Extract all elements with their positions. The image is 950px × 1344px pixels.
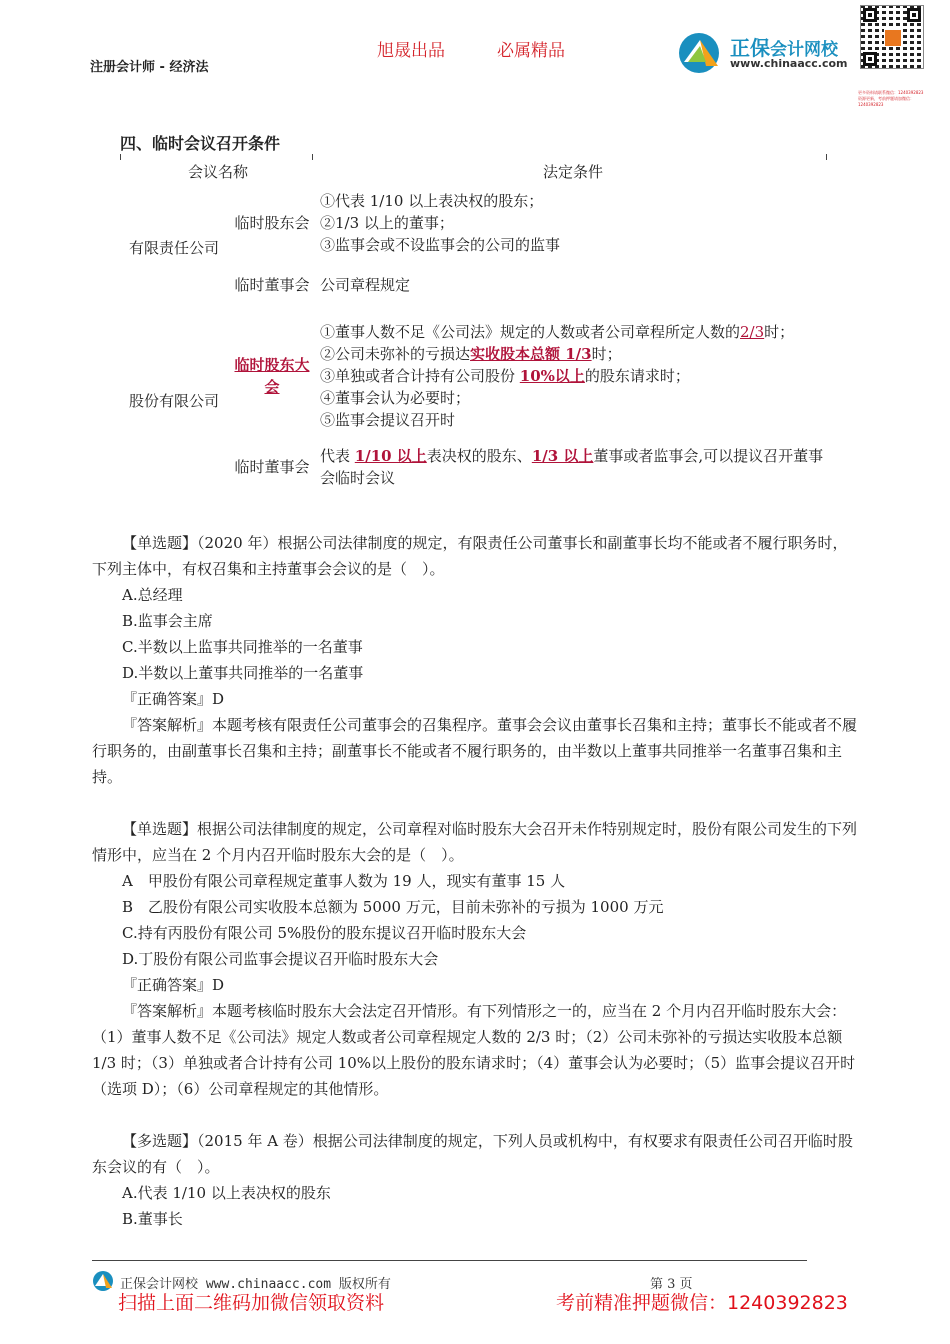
qr-caption-line: 更多资料请联系微信：1240392823 — [858, 90, 924, 95]
question-option: B.董事长 — [122, 1210, 183, 1228]
condition-line: ②1/3 以上的董事； — [320, 214, 454, 232]
promo-scan-qr: 扫描上面二维码加微信领取资料 — [118, 1292, 385, 1314]
question-option: A 甲股份有限公司章程规定董事人数为 19 人，现实有董事 15 人 — [122, 872, 566, 890]
table-row — [120, 186, 830, 260]
answer-analysis: 『答案解析』本题考核有限责任公司董事会的召集程序。董事会会议由董事长召集和主持；董事长不能或者不履行职务的，由副董事长召集和主持；副董事长不能或者不履行职务的，由半数以上董事共同推举一名董事召集和主持。 — [92, 716, 858, 786]
promo-wechat: 考前精准押题微信：1240392823 — [556, 1292, 848, 1314]
question-option: D.半数以上董事共同推举的一名董事 — [122, 664, 364, 682]
question-option: C.持有丙股份有限公司 5%股份的股东提议召开临时股东大会 — [122, 924, 527, 942]
qr-finder — [907, 8, 921, 22]
condition-cell — [316, 310, 830, 442]
slogan-produced: 旭晟出品 — [377, 41, 445, 61]
meeting-type-cell — [228, 310, 316, 442]
question-block — [92, 816, 862, 1102]
condition-highlight: 1/10 以上 — [354, 447, 427, 465]
table-row — [120, 310, 830, 442]
condition-text: 时； — [764, 323, 795, 341]
meeting-type-cell: 临时董事会 — [234, 276, 310, 294]
slogan-quality: 必属精品 — [497, 41, 565, 61]
logo-name-prefix: 正保 — [730, 36, 770, 60]
meeting-type-highlight: 临时股东大会 — [234, 356, 310, 396]
condition-text: ②公司未弥补的亏损达 — [320, 345, 471, 363]
meeting-conditions-table — [120, 157, 830, 492]
condition-text: 时； — [591, 345, 622, 363]
chinaacc-logo — [678, 30, 848, 76]
footer-divider — [92, 1260, 807, 1261]
condition-line: ⑤监事会提议召开时 — [320, 411, 456, 429]
correct-answer: 『正确答案』D — [122, 690, 225, 708]
page-number: 第 3 页 — [650, 1277, 693, 1292]
col-header-condition: 法定条件 — [542, 162, 603, 181]
condition-cell — [316, 442, 830, 492]
logo-url: www.chinaacc.com — [730, 57, 848, 70]
wechat-qr-code-icon — [860, 5, 924, 69]
condition-cell — [316, 186, 830, 260]
condition-text: ③单独或者合计持有公司股份 — [320, 367, 520, 385]
condition-line — [320, 321, 826, 343]
question-option: A.代表 1/10 以上表决权的股东 — [122, 1184, 331, 1202]
question-block — [92, 1128, 862, 1232]
qr-badge-icon — [884, 29, 902, 47]
table-header-row — [120, 157, 830, 186]
company-type-cell: 有限责任公司 — [128, 239, 219, 257]
qr-caption — [858, 90, 928, 108]
question-option: B.监事会主席 — [122, 612, 213, 630]
condition-text: 代表 — [320, 447, 355, 465]
company-type-cell: 股份有限公司 — [128, 392, 219, 410]
course-title: 注册会计师 - 经济法 — [90, 60, 209, 75]
meeting-type-cell: 临时董事会 — [234, 458, 310, 476]
logo-mark-icon — [678, 32, 724, 74]
question-option: B 乙股份有限公司实收股本总额为 5000 万元，目前未弥补的亏损为 1000 万元 — [122, 898, 664, 916]
condition-text: ①董事人数不足《公司法》规定的人数或者公司章程所定人数的 — [320, 323, 741, 341]
section-title: 四、临时会议召开条件 — [120, 134, 281, 153]
condition-text: 表决权的股东、 — [426, 447, 532, 465]
answer-analysis: 『答案解析』本题考核临时股东大会法定召开情形。有下列情形之一的，应当在 2 个月内召开临时股东大会：（1）董事人数不足《公司法》规定人数或者公司章程规定人数的 2/3 时；（2）公司未弥补的亏损达实收股本总额 1/3 时；（3）单独或者合计持有公司 10%以上股份的股东请求时；（4）董事会认为必要时；（5）监事会提议召开时（选项 D）；（6）公司章程规定的其他情形。 — [92, 1002, 856, 1098]
question-stem: 【单选题】（2020 年）根据公司法律制度的规定，有限责任公司董事长和副董事长均不能或者不履行职务时，下列主体中，有权召集和主持董事会会议的是（ ）。 — [92, 534, 848, 578]
meeting-type-cell: 临时股东会 — [234, 214, 310, 232]
question-stem: 【多选题】（2015 年 A 卷）根据公司法律制度的规定，下列人员或机构中，有权要求有限责任公司召开临时股东会议的有（ ）。 — [92, 1132, 853, 1176]
condition-line — [320, 365, 826, 387]
question-option: A.总经理 — [122, 586, 183, 604]
correct-answer: 『正确答案』D — [122, 976, 225, 994]
footer-logo-icon — [92, 1270, 114, 1292]
question-option: D.丁股份有限公司监事会提议召开临时股东大会 — [122, 950, 439, 968]
question-option: C.半数以上监事共同推举的一名董事 — [122, 638, 363, 656]
qr-finder — [863, 52, 877, 66]
condition-highlight: 实收股本总额 1/3 — [470, 345, 592, 363]
footer-copyright: 正保会计网校 www.chinaacc.com 版权所有 — [120, 1277, 391, 1292]
question-stem: 【单选题】根据公司法律制度的规定，公司章程对临时股东大会召开未作特别规定时，股份有限公司发生的下列情形中，应当在 2 个月内召开临时股东大会的是（ ）。 — [92, 820, 858, 864]
condition-line: ④董事会认为必要时； — [320, 389, 471, 407]
condition-line: ①代表 1/10 以上表决权的股东； — [320, 192, 544, 210]
condition-text: 的股东请求时； — [584, 367, 690, 385]
logo-name-suffix: 会计网校 — [770, 40, 838, 60]
qr-finder — [863, 8, 877, 22]
condition-highlight: 2/3 — [740, 323, 765, 341]
col-header-name: 会议名称 — [187, 162, 248, 181]
condition-text: 董事或者监事会,可以提议召开董事会临时会议 — [320, 447, 824, 487]
condition-line: ③监事会或不设监事会的公司的监事 — [320, 236, 561, 254]
condition-highlight: 1/3 以上 — [531, 447, 594, 465]
condition-cell: 公司章程规定 — [320, 276, 411, 294]
question-block — [92, 530, 862, 790]
condition-line — [320, 343, 826, 365]
condition-highlight: 10%以上 — [519, 367, 585, 385]
qr-caption-line: 资源更新，考前押题请加微信：1240392823 — [858, 96, 914, 107]
